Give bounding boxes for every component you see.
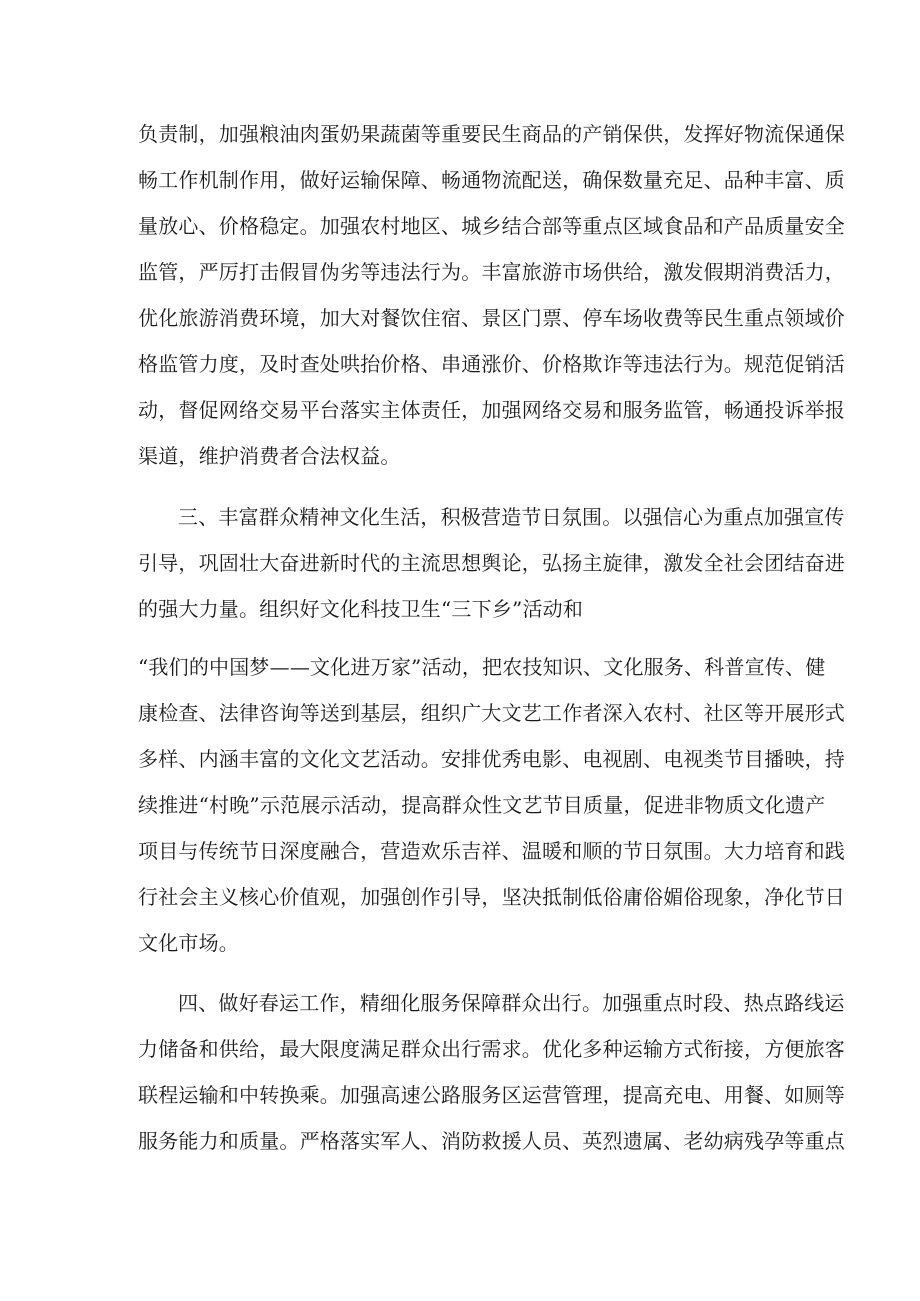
text-line: 续推进“村晚”示范展示活动，提高群众性文艺节目质量，促进非物质文化遗产 <box>138 793 826 817</box>
text-line: 负责制，加强粮油肉蛋奶果蔬菌等重要民生商品的产销保供，发挥好物流保通保 <box>138 122 845 146</box>
text-line: 项目与传统节日深度融合，营造欢乐吉祥、温暖和顺的节日氛围。大力培育和践 <box>138 839 845 863</box>
text-line: 行社会主义核心价值观，加强创作引导，坚决抵制低俗庸俗媚俗现象，净化节日 <box>138 885 845 909</box>
text-line: 动，督促网络交易平台落实主体责任，加强网络交易和服务监管，畅通投诉举报 <box>138 398 845 422</box>
text-line: 引导，巩固壮大奋进新时代的主流思想舆论，弘扬主旋律，激发全社会团结奋进 <box>138 551 845 575</box>
text-line: 康检查、法律咨询等送到基层，组织广大文艺工作者深入农村、社区等开展形式 <box>138 701 845 725</box>
text-line: 格监管力度，及时查处哄抬价格、串通涨价、价格欺诈等违法行为。规范促销活 <box>138 352 845 376</box>
text-line: 服务能力和质量。严格落实军人、消防救援人员、英烈遗属、老幼病残孕等重点 <box>138 1129 845 1153</box>
text-line: 四、做好春运工作，精细化服务保障群众出行。加强重点时段、热点路线运 <box>178 991 845 1015</box>
text-line: 畅工作机制作用，做好运输保障、畅通物流配送，确保数量充足、品种丰富、质 <box>138 168 845 192</box>
text-line: 文化市场。 <box>138 931 239 955</box>
text-line: 监管，严厉打击假冒伪劣等违法行为。丰富旅游市场供给，激发假期消费活力， <box>138 260 845 284</box>
text-line: 多样、内涵丰富的文化文艺活动。安排优秀电影、电视剧、电视类节目播映，持 <box>138 747 845 771</box>
text-line: 力储备和供给，最大限度满足群众出行需求。优化多种运输方式衔接，方便旅客 <box>138 1037 845 1061</box>
text-line: 渠道，维护消费者合法权益。 <box>138 444 401 468</box>
text-line: “我们的中国梦——文化进万家”活动，把农技知识、文化服务、科普宣传、健 <box>138 655 826 679</box>
text-line: 优化旅游消费环境，加大对餐饮住宿、景区门票、停车场收费等民生重点领域价 <box>138 306 845 330</box>
text-line: 三、丰富群众精神文化生活，积极营造节日氛围。以强信心为重点加强宣传 <box>178 505 845 529</box>
text-line: 量放心、价格稳定。加强农村地区、城乡结合部等重点区域食品和产品质量安全 <box>138 214 845 238</box>
text-line: 的强大力量。组织好文化科技卫生“三下乡”活动和 <box>138 597 584 621</box>
text-line: 联程运输和中转换乘。加强高速公路服务区运营管理，提高充电、用餐、如厕等 <box>138 1083 845 1107</box>
